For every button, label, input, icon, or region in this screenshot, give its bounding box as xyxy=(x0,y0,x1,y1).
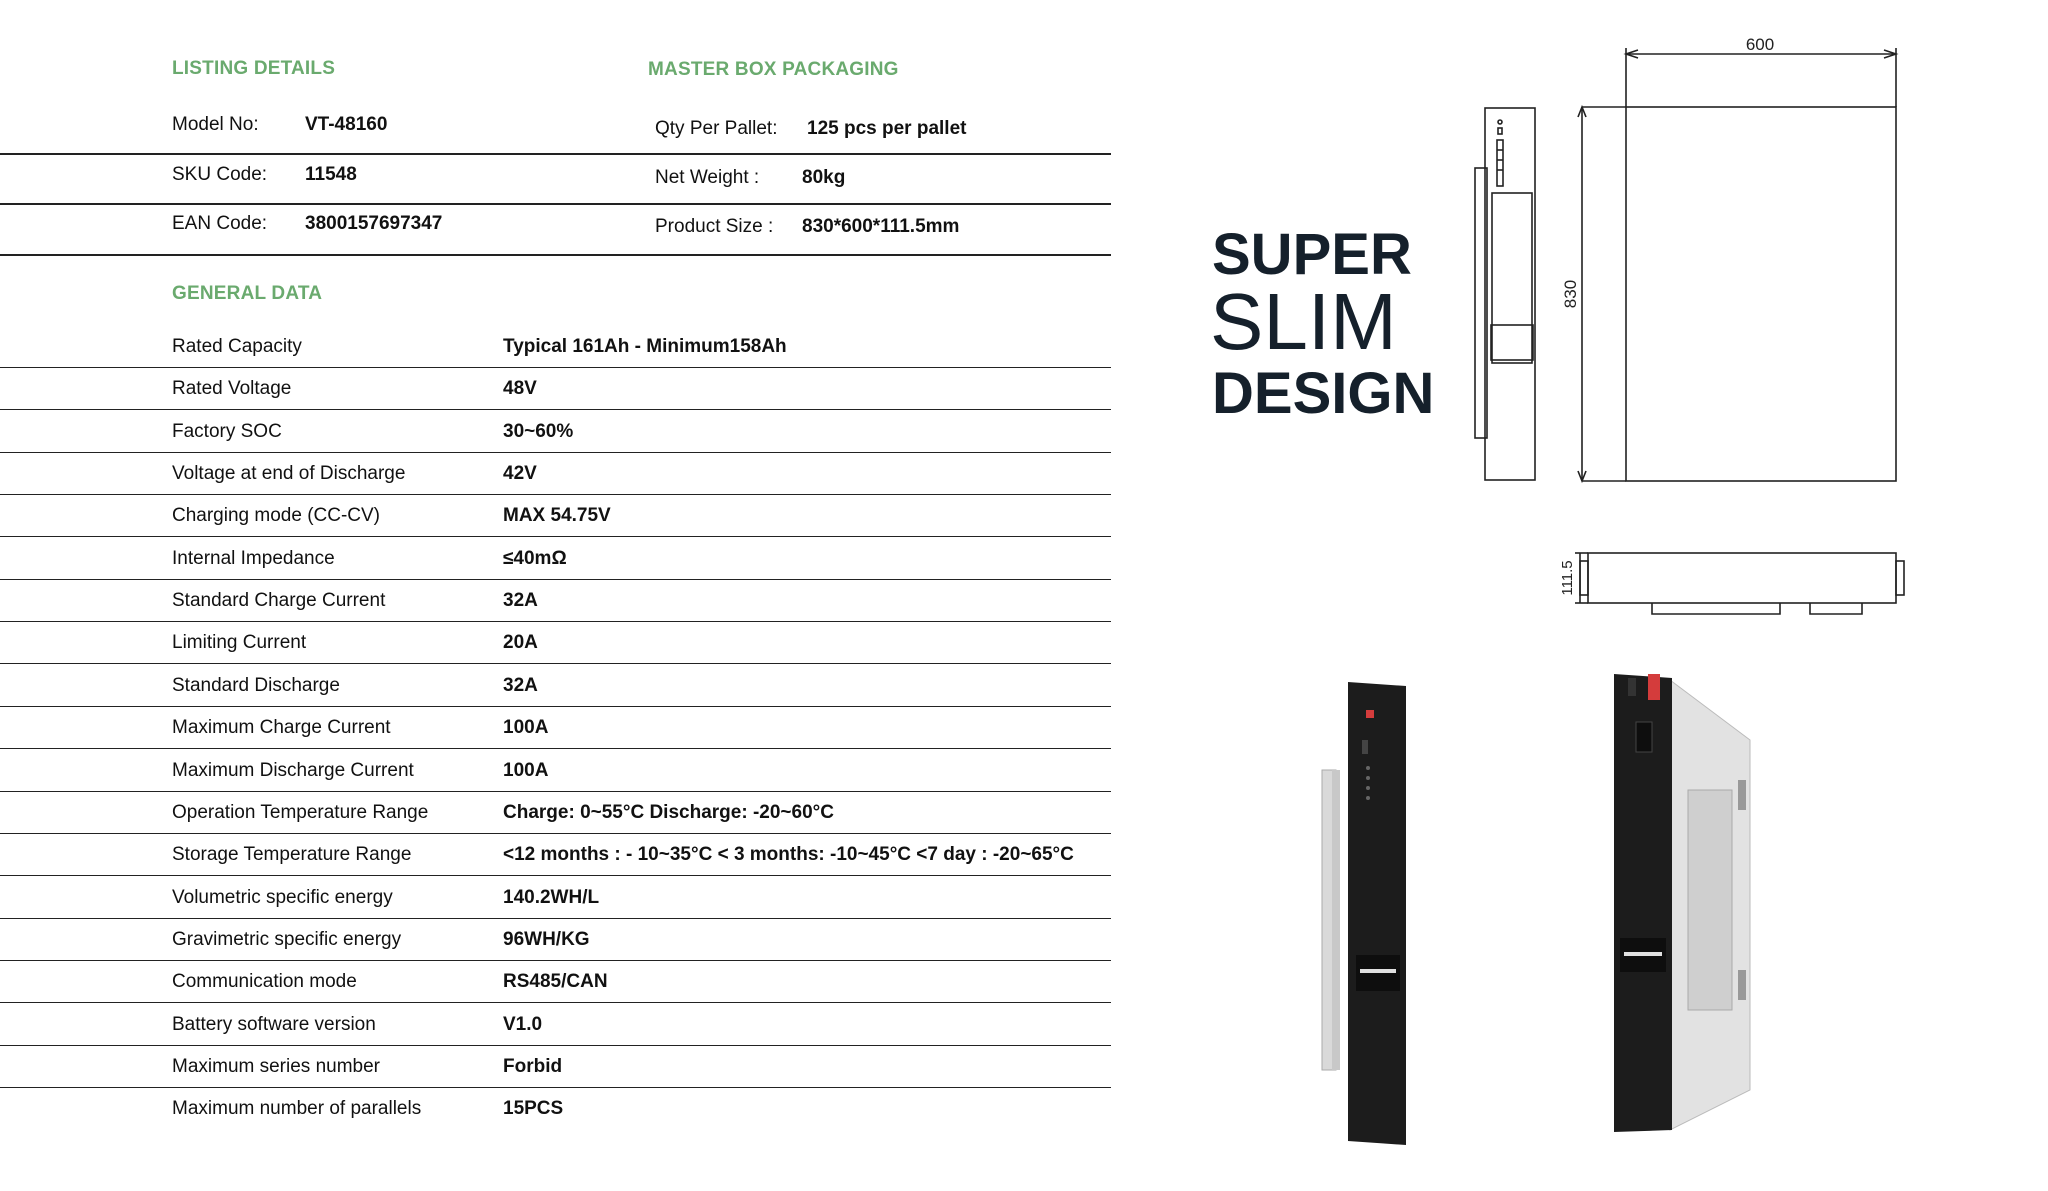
qty-per-pallet-label: Qty Per Pallet: xyxy=(655,118,778,139)
qty-per-pallet-value: 125 pcs per pallet xyxy=(807,118,967,139)
spec-label: Standard Discharge xyxy=(172,675,340,696)
general-data-row xyxy=(0,834,1111,876)
row-divider xyxy=(0,409,1111,411)
spec-value: V1.0 xyxy=(503,1014,543,1035)
general-data-row xyxy=(0,1004,1111,1046)
general-data-row xyxy=(0,453,1111,495)
row-divider xyxy=(0,536,1111,538)
spec-label: Charging mode (CC-CV) xyxy=(172,505,381,526)
general-data-row xyxy=(0,326,1111,368)
spec-label: Volumetric specific energy xyxy=(172,887,393,908)
spec-value: 20A xyxy=(503,632,538,653)
row-divider xyxy=(0,1002,1111,1004)
spec-label: Communication mode xyxy=(172,971,357,992)
technical-drawing xyxy=(1440,20,1920,640)
general-data-row xyxy=(0,792,1111,834)
general-data-row xyxy=(0,368,1111,410)
net-weight-value: 80kg xyxy=(802,167,846,188)
ean-code-value: 3800157697347 xyxy=(305,213,443,234)
spec-value: MAX 54.75V xyxy=(503,505,611,526)
row-divider xyxy=(0,748,1111,750)
divider-line xyxy=(0,153,1111,155)
slogan-slim: SLIM xyxy=(1210,277,1397,366)
divider-line xyxy=(0,203,1111,205)
general-data-row xyxy=(0,877,1111,919)
spec-label: Factory SOC xyxy=(172,421,282,442)
spec-label: Maximum number of parallels xyxy=(172,1098,422,1119)
spec-label: Maximum series number xyxy=(172,1056,380,1077)
spec-value: Charge: 0~55°C Discharge: -20~60°C xyxy=(503,802,834,823)
depth-dimension: 111.5 xyxy=(1559,560,1576,596)
spec-label: Maximum Discharge Current xyxy=(172,760,414,781)
spec-label: Storage Temperature Range xyxy=(172,844,412,865)
spec-value: Typical 161Ah - Minimum158Ah xyxy=(503,336,787,357)
spec-label: Voltage at end of Discharge xyxy=(172,463,406,484)
spec-value: 15PCS xyxy=(503,1098,564,1119)
model-no-value: VT-48160 xyxy=(305,114,388,135)
spec-label: Internal Impedance xyxy=(172,548,335,569)
general-data-row xyxy=(0,961,1111,1003)
general-data-row xyxy=(0,665,1111,707)
general-data-row xyxy=(0,1088,1111,1130)
general-data-row xyxy=(0,495,1111,537)
spec-value: 140.2WH/L xyxy=(503,887,600,908)
product-size-value: 830*600*111.5mm xyxy=(802,216,960,237)
spec-value: 32A xyxy=(503,675,538,696)
slogan-super: SUPER xyxy=(1212,222,1412,287)
general-data-title: GENERAL DATA xyxy=(172,283,323,304)
spec-value: Forbid xyxy=(503,1056,563,1077)
spec-label: Maximum Charge Current xyxy=(172,717,391,738)
spec-label: Rated Capacity xyxy=(172,336,302,357)
sku-code-label: SKU Code: xyxy=(172,164,268,185)
spec-value: 48V xyxy=(503,378,537,399)
row-divider xyxy=(0,875,1111,877)
product-size-label: Product Size : xyxy=(655,216,774,237)
net-weight-label: Net Weight : xyxy=(655,167,760,188)
slogan-design: DESIGN xyxy=(1212,361,1435,426)
general-data-row xyxy=(0,411,1111,453)
spec-label: Rated Voltage xyxy=(172,378,292,399)
general-data-row xyxy=(0,580,1111,622)
width-dimension: 600 xyxy=(1745,35,1775,54)
general-data-row xyxy=(0,538,1111,580)
spec-value: ≤40mΩ xyxy=(503,548,567,569)
battery-photo-angled xyxy=(1600,670,1760,1150)
spec-label: Limiting Current xyxy=(172,632,307,653)
divider-line xyxy=(0,254,1111,256)
general-data-row xyxy=(0,622,1111,664)
spec-value: RS485/CAN xyxy=(503,971,608,992)
packaging-title: MASTER BOX PACKAGING xyxy=(648,59,899,80)
spec-value: <12 months : - 10~35°C < 3 months: -10~45°C <7 day : -20~65°C xyxy=(503,844,1074,865)
ean-code-label: EAN Code: xyxy=(172,213,268,234)
spec-value: 100A xyxy=(503,717,549,738)
spec-value: 30~60% xyxy=(503,421,574,442)
model-no-label: Model No: xyxy=(172,114,259,135)
battery-photo-side xyxy=(1320,680,1420,1150)
general-data-row xyxy=(0,750,1111,792)
spec-label: Standard Charge Current xyxy=(172,590,386,611)
spec-label: Battery software version xyxy=(172,1014,376,1035)
spec-value: 42V xyxy=(503,463,537,484)
height-dimension: 830 xyxy=(1561,279,1580,309)
sku-code-value: 11548 xyxy=(305,164,357,185)
spec-label: Operation Temperature Range xyxy=(172,802,429,823)
top-view-body xyxy=(1588,553,1896,603)
spec-label: Gravimetric specific energy xyxy=(172,929,402,950)
spec-value: 96WH/KG xyxy=(503,929,590,950)
general-data-row xyxy=(0,1046,1111,1088)
spec-value: 32A xyxy=(503,590,538,611)
general-data-row xyxy=(0,707,1111,749)
general-data-row xyxy=(0,919,1111,961)
row-divider xyxy=(0,663,1111,665)
spec-value: 100A xyxy=(503,760,549,781)
front-view-body xyxy=(1626,107,1896,481)
listing-details-title: LISTING DETAILS xyxy=(172,58,336,79)
